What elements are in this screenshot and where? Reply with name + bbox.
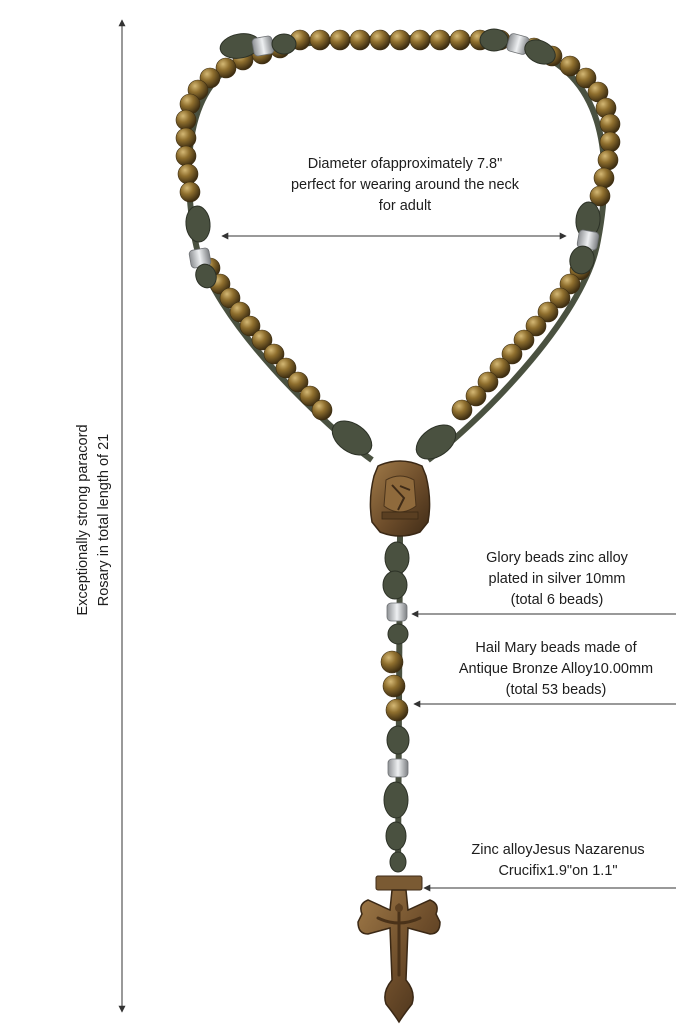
hail-mary-line-1: Hail Mary beads made of — [475, 640, 637, 656]
length-line-2: Rosary in total length of 21 — [96, 433, 112, 607]
bronze-bead — [310, 30, 330, 50]
diameter-line-3: for adult — [378, 198, 432, 214]
bronze-bead — [370, 30, 390, 50]
bronze-bead — [600, 114, 620, 134]
glory-line-1: Glory beads zinc alloy — [486, 550, 628, 566]
paracord-knot — [385, 542, 409, 574]
paracord-knot — [390, 852, 406, 872]
silver-glory-bead — [252, 35, 275, 56]
bronze-bead — [410, 30, 430, 50]
bronze-bead — [381, 651, 403, 673]
diameter-line-2: perfect for wearing around the neck — [290, 177, 520, 193]
bronze-bead — [180, 182, 200, 202]
glory-beads-label — [444, 548, 670, 611]
paracord-knot — [387, 726, 409, 754]
paracord-knot — [386, 822, 406, 850]
crucifix-line-1: Zinc alloyJesus Nazarenus — [471, 842, 645, 858]
bronze-bead — [350, 30, 370, 50]
hail-mary-line-3: (total 53 beads) — [505, 682, 607, 698]
silver-glory-bead — [387, 603, 407, 621]
bronze-bead — [383, 675, 405, 697]
bronze-bead — [330, 30, 350, 50]
paracord-knot — [480, 29, 508, 51]
paracord-knot — [388, 624, 408, 644]
paracord-knot — [383, 571, 407, 599]
bronze-bead — [598, 150, 618, 170]
crucifix-line-2: Crucifix1.9"on 1.1" — [498, 863, 618, 879]
bronze-bead — [176, 128, 196, 148]
length-line-1: Exceptionally strong paracord — [75, 424, 91, 616]
glory-line-2: plated in silver 10mm — [488, 571, 626, 587]
paracord-knot — [272, 34, 296, 54]
hail-mary-line-2: Antique Bronze Alloy10.00mm — [458, 661, 654, 677]
hail-mary-label — [436, 638, 676, 701]
glory-line-3: (total 6 beads) — [510, 592, 604, 608]
bronze-bead — [386, 699, 408, 721]
crucifix — [358, 876, 440, 1022]
crucifix-label — [448, 840, 668, 882]
length-label — [73, 424, 115, 615]
paracord-knot — [410, 418, 462, 466]
diameter-label — [240, 154, 570, 217]
bronze-bead — [594, 168, 614, 188]
bronze-bead — [450, 30, 470, 50]
bronze-bead — [312, 400, 332, 420]
bronze-bead — [452, 400, 472, 420]
diameter-line-1: Diameter ofapproximately 7.8" — [307, 156, 503, 172]
silver-glory-bead — [388, 759, 408, 777]
bronze-bead — [430, 30, 450, 50]
bronze-bead — [176, 146, 196, 166]
paracord-knot — [384, 782, 408, 818]
paracord-loop — [189, 38, 605, 460]
center-medal — [370, 461, 429, 536]
bronze-bead — [176, 110, 196, 130]
bronze-bead — [178, 164, 198, 184]
bronze-bead — [600, 132, 620, 152]
paracord-knot — [326, 414, 378, 462]
bronze-bead — [390, 30, 410, 50]
